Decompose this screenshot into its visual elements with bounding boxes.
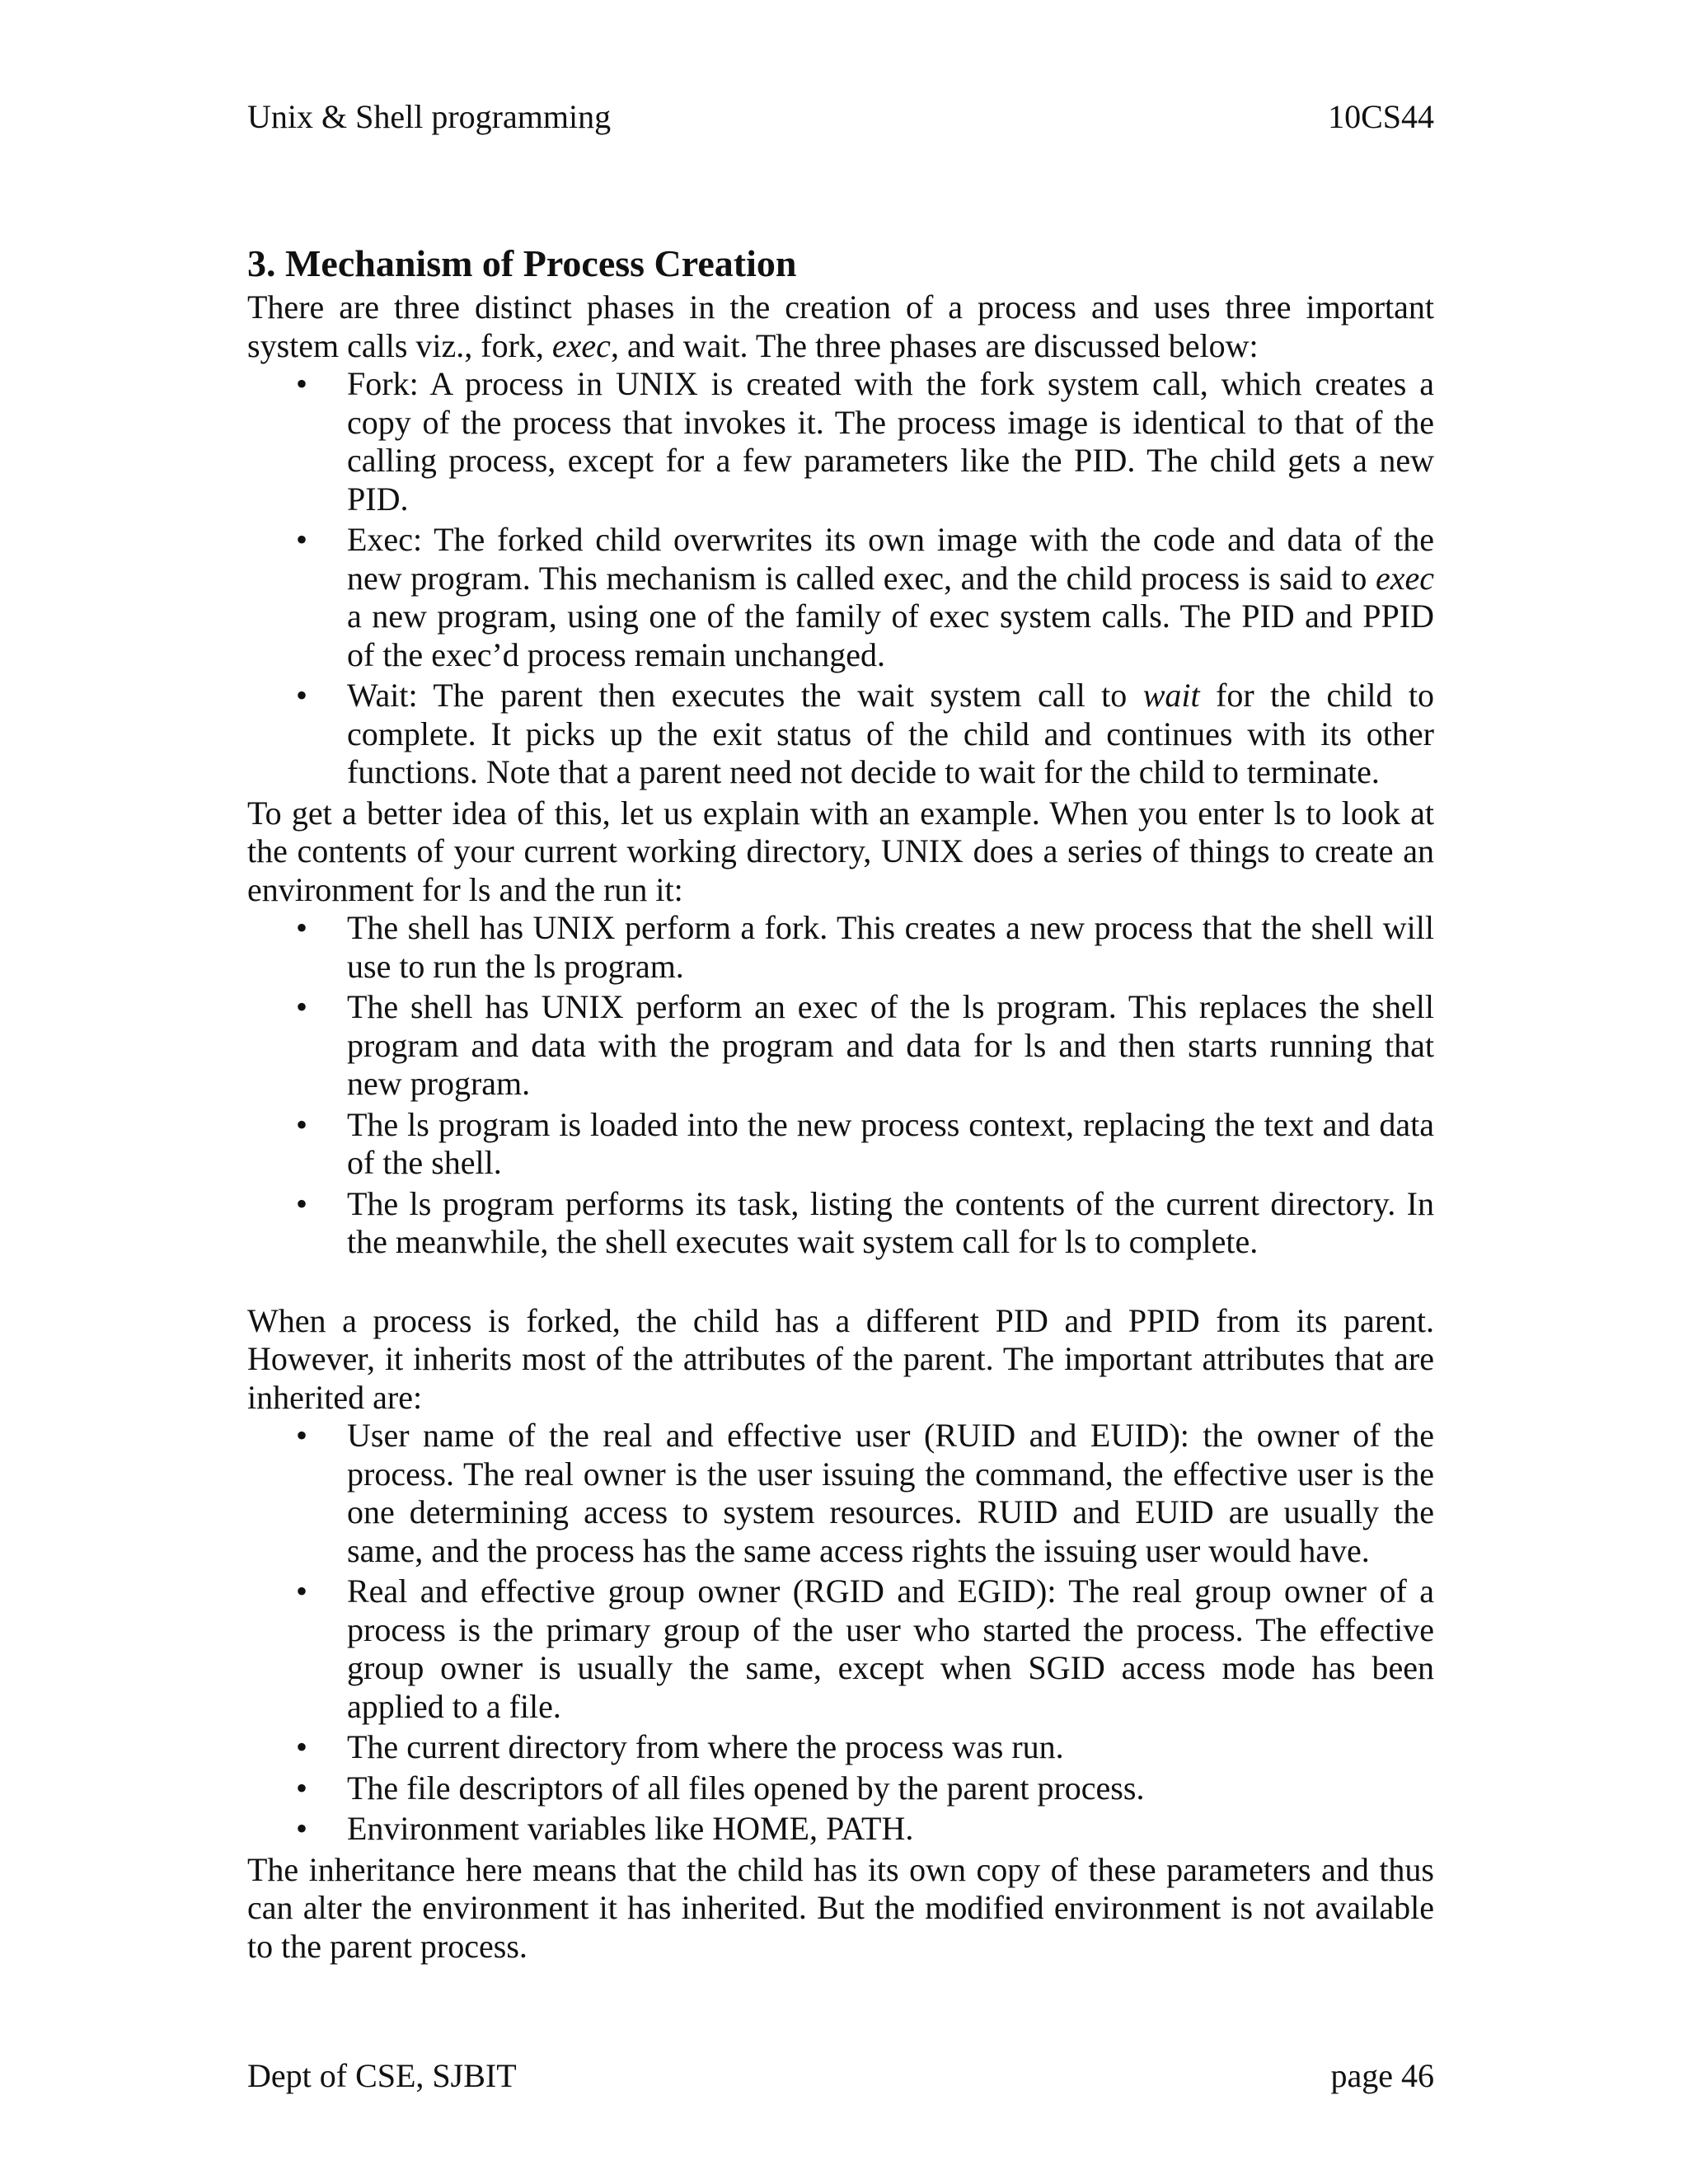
phase-list — [247, 365, 1434, 792]
example-step-text: The ls program performs its task, listing the contents of the current directory. In the meanwhile, the shell executes wait system call for ls to complete. — [347, 1184, 1434, 1260]
intro-text-part2: , and wait. The three phases are discussed below: — [610, 326, 1259, 364]
intro-paragraph — [247, 288, 1434, 365]
bullet-icon: • — [296, 1417, 308, 1454]
bullet-icon: • — [296, 988, 308, 1025]
bullet-icon: • — [296, 1572, 308, 1610]
bullet-icon: • — [296, 1184, 308, 1222]
inherited-attribute-text: The current directory from where the process was run. — [347, 1728, 1064, 1765]
bullet-icon: • — [296, 677, 308, 714]
header-course-title: Unix & Shell programming — [247, 98, 612, 135]
intro-text-part1: There are three distinct phases in the creation of a process and uses three important system calls viz., fork, — [247, 288, 1434, 364]
bullet-icon: • — [296, 1728, 308, 1765]
header-course-code: 10CS44 — [1328, 98, 1434, 135]
example-step-text: The shell has UNIX perform a fork. This creates a new process that the shell will use to run the ls program. — [347, 909, 1434, 985]
bullet-icon: • — [296, 365, 308, 402]
footer-page-number: page 46 — [1330, 2057, 1434, 2094]
section-title: 3. Mechanism of Process Creation — [247, 242, 797, 284]
phase-fork-text: Fork: A process in UNIX is created with the fork system call, which creates a copy of the process that invokes it. The process image is identical to that of the calling process, except for a few parameters like the PID. The child gets a new PID. — [347, 365, 1434, 518]
phase-exec-text-part2: a new program, using one of the family of exec system calls. The PID and PPID of the exec’d process remain unchanged. — [347, 598, 1434, 673]
phase-wait-emphasis: wait — [1142, 677, 1200, 714]
phase-wait-text-part1: Wait: The parent then executes the wait system call to — [347, 677, 1143, 714]
bullet-icon: • — [296, 909, 308, 946]
list-item — [296, 1417, 1434, 1570]
example-intro-paragraph: To get a better idea of this, let us explain with an example. When you enter ls to look at the contents of your current working directory, UNIX does a series of things to create an environment for ls and the run it: — [247, 794, 1434, 908]
list-item — [296, 909, 1434, 986]
list-item — [296, 677, 1434, 792]
example-step-list — [247, 909, 1434, 1262]
list-item — [296, 1572, 1434, 1726]
bullet-icon: • — [296, 1810, 308, 1847]
list-item — [296, 365, 1434, 518]
phase-exec-text-part1: Exec: The forked child overwrites its own image with the code and data of the new program. This mechanism is called exec, and the child process is said to — [347, 521, 1434, 597]
bullet-icon: • — [296, 521, 308, 558]
list-item — [296, 988, 1434, 1104]
inherited-attribute-text: The file descriptors of all files opened by the parent process. — [347, 1769, 1145, 1807]
list-item — [296, 1810, 1434, 1849]
running-footer — [247, 2056, 1434, 2096]
inherited-attribute-text: Real and effective group owner (RGID and EGID): The real group owner of a process is the primary group of the user who started the process. The effective group owner is usually the same, except when SGID access mode has been applied to a file. — [347, 1572, 1434, 1725]
main-content — [247, 239, 1434, 1966]
example-step-text: The ls program is loaded into the new process context, replacing the text and data of the shell. — [347, 1105, 1434, 1181]
running-header — [247, 97, 1434, 137]
bullet-icon: • — [296, 1769, 308, 1807]
phase-exec-emphasis: exec — [1375, 559, 1434, 597]
conclusion-paragraph: The inheritance here means that the child has its own copy of these parameters and thus can alter the environment it has inherited. But the modified environment is not available to the parent process. — [247, 1850, 1434, 1965]
list-item — [296, 1105, 1434, 1183]
inherited-attribute-text: User name of the real and effective user (RUID and EUID): the owner of the process. The real owner is the user issuing the command, the effective user is the one determining access to system resources. RUID and EUID are usually the same, and the process has the same access rights the issuing user would have. — [347, 1417, 1434, 1569]
list-item — [296, 1769, 1434, 1808]
inherit-intro-paragraph: When a process is forked, the child has a different PID and PPID from its parent. However, it inherits most of the attributes of the parent. The important attributes that are inherited are: — [247, 1301, 1434, 1416]
bullet-icon: • — [296, 1105, 308, 1143]
list-item — [296, 1728, 1434, 1767]
paragraph-spacer — [247, 1264, 1434, 1302]
intro-emphasis: exec — [551, 326, 611, 364]
phase-wait-text-part2: for the child to complete. It picks up the exit status of the child and continues with its other functions. Note that a parent need not decide to wait for the child to terminate. — [347, 677, 1434, 790]
footer-department: Dept of CSE, SJBIT — [247, 2057, 517, 2094]
list-item — [296, 1184, 1434, 1262]
example-step-text: The shell has UNIX perform an exec of the ls program. This replaces the shell program and data with the program and data for ls and then starts running that new program. — [347, 988, 1434, 1102]
list-item — [296, 521, 1434, 674]
inherited-attribute-list — [247, 1417, 1434, 1849]
inherited-attribute-text: Environment variables like HOME, PATH. — [347, 1810, 914, 1847]
